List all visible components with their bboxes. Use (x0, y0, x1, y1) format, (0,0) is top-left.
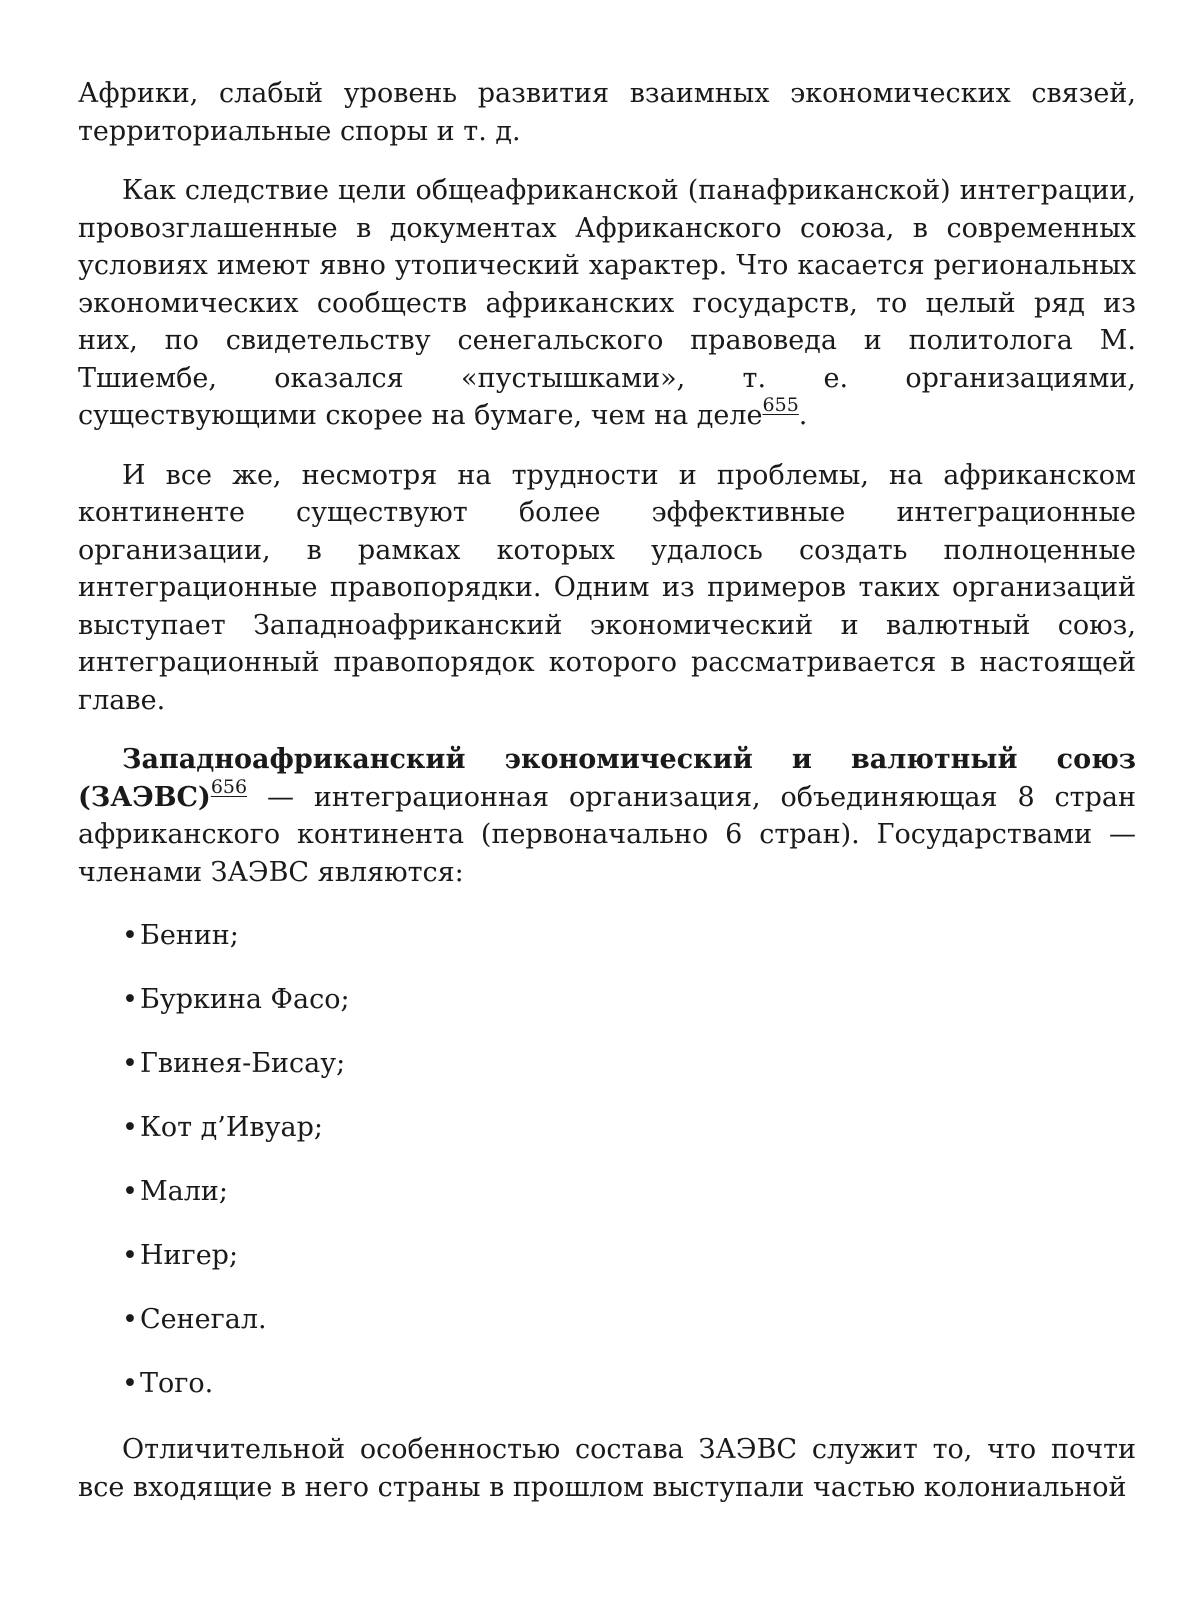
country-name: Того. (140, 1368, 214, 1399)
country-name: Нигер; (140, 1240, 239, 1271)
bullet-icon: • (122, 1112, 138, 1143)
paragraph-text: Как следствие цели общеафриканской (панафриканской) интеграции, провозглашенные в документах Африканского союза, в современных условиях имеют явно утопический характер. Что касается региональных экономических сообществ африканских государств, то целый ряд из них, по свидетельству сенегальского правоведа и политолога М. Тшиембе, оказался «пустышками», т. е. организациями, существующими скорее на бумаге, чем на деле (78, 175, 1136, 431)
list-item (122, 1173, 1136, 1237)
paragraph-waemu-definition (78, 741, 1136, 891)
country-name: Сенегал. (140, 1304, 267, 1335)
paragraph-end-punct: . (798, 400, 808, 431)
list-item (122, 1109, 1136, 1173)
list-item (122, 981, 1136, 1045)
list-item (122, 1365, 1136, 1429)
paragraph-colonial-past: Отличительной особенностью состава ЗАЭВС служит то, что почти все входящие в него страны в прошлом выступали частью колониальной (78, 1434, 1136, 1503)
country-name: Мали; (140, 1176, 228, 1207)
paragraph-continuation: Африки, слабый уровень развития взаимных экономических связей, территориальные споры и т. д. (78, 78, 1136, 147)
bullet-icon: • (122, 1368, 138, 1399)
bullet-icon: • (122, 984, 138, 1015)
country-name: Бенин; (140, 920, 239, 951)
bullet-icon: • (122, 1048, 138, 1079)
footnote-ref-655[interactable]: 655 (762, 394, 799, 416)
country-name: Буркина Фасо; (140, 984, 350, 1015)
country-name: Кот д’Ивуар; (140, 1112, 323, 1143)
paragraph-utopian-goals (78, 172, 1136, 435)
member-states-list (78, 917, 1136, 1429)
list-item (122, 1301, 1136, 1365)
footnote-ref-656[interactable]: 656 (210, 775, 248, 798)
term-waemu: Западноафриканский экономический и валютный союз (ЗАЭВС) (78, 744, 1136, 813)
paragraph-effective-organizations: И все же, несмотря на трудности и проблемы, на африканском континенте существуют более эффективные интеграционные организации, в рамках которых удалось создать полноценные интеграционные правопорядки. Одним из примеров таких организаций выступает Западноафриканский экономический и валютный союз, интеграционный правопорядок которого рассматривается в настоящей главе. (78, 459, 1136, 716)
bullet-icon: • (122, 1304, 138, 1335)
document-page (78, 75, 1136, 1506)
list-item (122, 1045, 1136, 1109)
bullet-icon: • (122, 920, 138, 951)
bullet-icon: • (122, 1240, 138, 1271)
country-name: Гвинея-Бисау; (140, 1048, 346, 1079)
bullet-icon: • (122, 1176, 138, 1207)
list-item (122, 917, 1136, 981)
paragraph-text: — интеграционная организация, объединяющая 8 стран африканского континента (первоначально 6 стран). Государствами — членами ЗАЭВС являются: (78, 781, 1136, 888)
list-item (122, 1237, 1136, 1301)
